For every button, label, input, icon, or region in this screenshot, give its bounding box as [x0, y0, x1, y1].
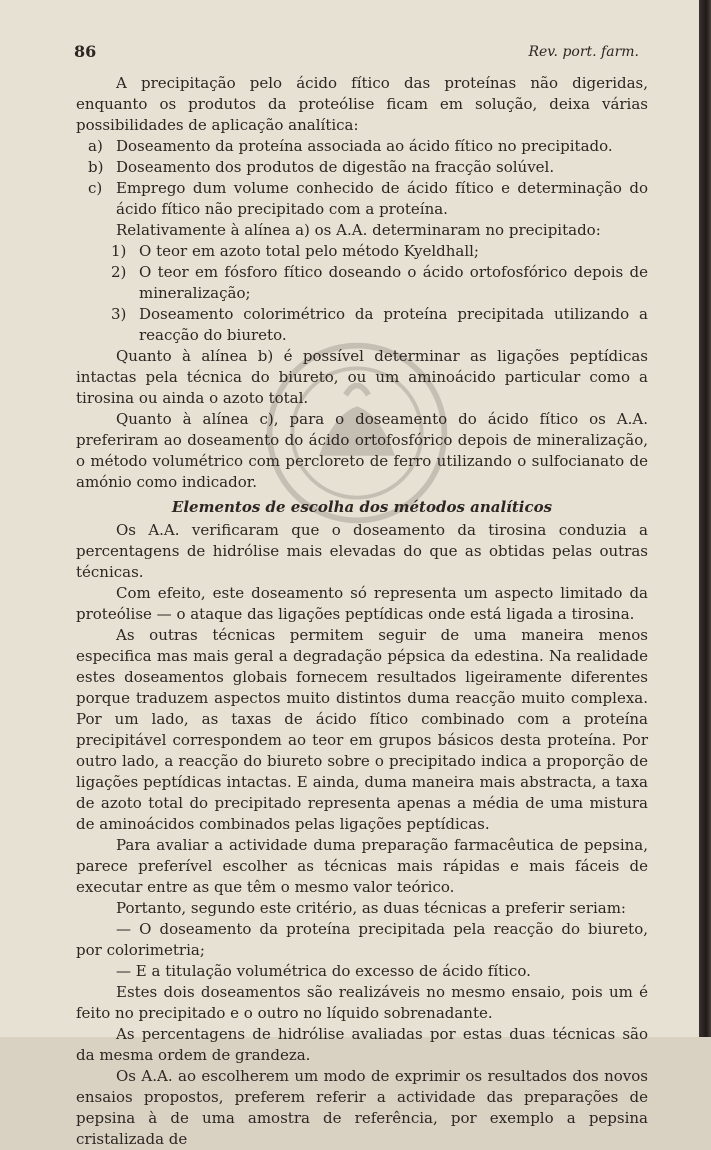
- list-text: Doseamento da proteína associada ao ácido fítico no precipitado.: [116, 137, 613, 155]
- paragraph: A precipitação pelo ácido fítico das proteínas não digeridas, enquanto os produtos da proteólise ficam em solução, deixa várias possibilidades de aplicação analítica:: [76, 74, 648, 134]
- page-header: [74, 42, 639, 66]
- list-item: [76, 178, 648, 220]
- paragraph: Portanto, segundo este critério, as duas técnicas a preferir seriam:: [116, 899, 626, 917]
- paragraph: As percentagens de hidrólise avaliadas por estas duas técnicas são da mesma ordem de grandeza.: [76, 1025, 648, 1064]
- paragraph: Quanto à alínea b) é possível determinar as ligações peptídicas intactas pela técnica do biureto, ou um aminoácido particular como a tirosina ou ainda o azoto total.: [76, 347, 648, 407]
- paragraph: Os A.A. ao escolherem um modo de exprimir os resultados dos novos ensaios propostos, preferem referir a actividade das preparações de pepsina à de uma amostra de referência, por exemplo a pepsina cristalizada de: [76, 1067, 648, 1148]
- paragraph: Quanto à alínea c), para o doseamento do ácido fítico os A.A. preferiram ao doseamento do ácido ortofosfórico depois de mineralização, o método volumétrico com percloreto de ferro utilizando o sulfocianato de amónio como indicador.: [76, 410, 648, 491]
- list-text: Doseamento dos produtos de digestão na fracção solúvel.: [116, 158, 555, 176]
- list-label: a): [88, 137, 103, 155]
- page-number: 86: [74, 42, 97, 61]
- list-label: 1): [111, 242, 127, 260]
- paragraph: Estes dois doseamentos são realizáveis no mesmo ensaio, pois um é feito no precipitado e o outro no líquido sobrenadante.: [76, 983, 648, 1022]
- list-item: [76, 136, 648, 157]
- paragraph: — O doseamento da proteína precipitada pela reacção do biureto, por colorimetria;: [76, 920, 648, 959]
- list-text: O teor em fósforo fítico doseando o ácido ortofosfórico depois de mineralização;: [139, 263, 648, 302]
- list-label: 3): [111, 305, 127, 323]
- list-item: [76, 157, 648, 178]
- section-heading: Elementos de escolha dos métodos analíticos: [171, 498, 553, 516]
- list-label: c): [88, 179, 103, 197]
- paragraph: — E a titulação volumétrica do excesso de ácido fítico.: [116, 962, 531, 980]
- paragraph: Com efeito, este doseamento só representa um aspecto limitado da proteólise — o ataque das ligações peptídicas onde está ligada a tirosina.: [76, 584, 648, 623]
- list-text: Emprego dum volume conhecido de ácido fítico e determinação do ácido fítico não precipitado com a proteína.: [116, 179, 648, 218]
- paragraph: Relativamente à alínea a) os A.A. determinaram no precipitado:: [116, 221, 601, 239]
- book-spine: [699, 0, 711, 1037]
- list-text: O teor em azoto total pelo método Kyeldhall;: [139, 242, 479, 260]
- list-text: Doseamento colorimétrico da proteína precipitada utilizando a reacção do biureto.: [139, 305, 648, 344]
- paragraph: Para avaliar a actividade duma preparação farmacêutica de pepsina, parece preferível escolher as técnicas mais rápidas e mais fáceis de executar entre as que têm o mesmo valor teórico.: [76, 836, 648, 896]
- journal-title: Rev. port. farm.: [528, 44, 639, 60]
- list-item: [76, 304, 648, 346]
- paragraph: As outras técnicas permitem seguir de uma maneira menos especifica mas mais geral a degradação pépsica da edestina. Na realidade estes doseamentos globais fornecem resultados ligeiramente diferentes porque traduzem aspectos muito distintos duma reacção muito complexa. Por um lado, as taxas de ácido fítico combinado com a proteína precipitável correspondem ao teor em grupos básicos desta proteína. Por outro lado, a reacção do biureto sobre o precipitado indica a proporção de ligações peptídicas intactas. E ainda, duma maneira mais abstracta, a taxa de azoto total do precipitado representa apenas a média de uma mistura de aminoácidos combinados pelas ligações peptídicas.: [76, 626, 648, 833]
- paragraph: Os A.A. verificaram que o doseamento da tirosina conduzia a percentagens de hidrólise mais elevadas do que as obtidas pelas outras técnicas.: [76, 521, 648, 581]
- list-label: 2): [111, 263, 127, 281]
- list-item: [76, 241, 648, 262]
- list-label: b): [88, 158, 104, 176]
- list-item: [76, 262, 648, 304]
- body-text: [76, 73, 648, 1150]
